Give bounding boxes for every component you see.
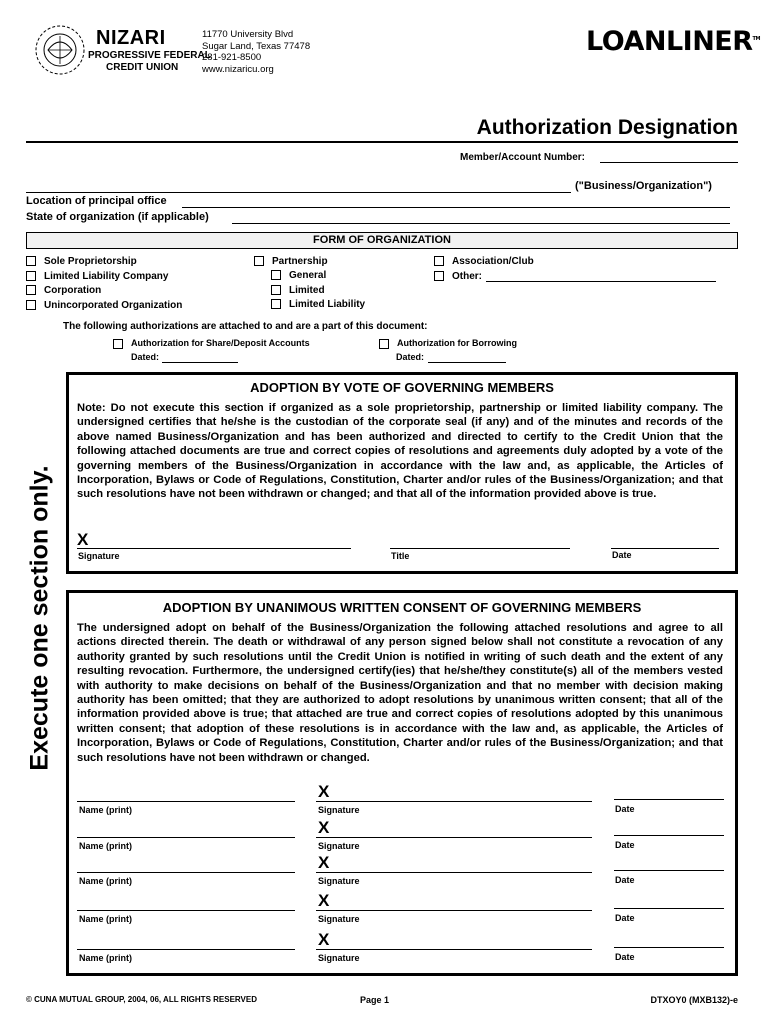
checkbox-partnership[interactable] [254, 256, 328, 267]
checkbox-association-club[interactable] [434, 256, 534, 267]
checkbox-label: Sole Proprietorship [44, 256, 137, 267]
credit-union-subname-1: PROGRESSIVE FEDERAL [88, 50, 211, 61]
footer-page-number: Page 1 [360, 995, 390, 1005]
signature-x-mark: X [318, 930, 330, 949]
checkbox-label: Limited Liability [289, 299, 366, 310]
location-field[interactable] [182, 207, 730, 208]
credit-union-seal-logo [34, 24, 86, 76]
section-1-title-field[interactable] [390, 548, 570, 549]
checkbox-label: Limited Liability Company [44, 271, 169, 282]
loanliner-logo [586, 26, 760, 57]
date-field[interactable] [614, 947, 724, 948]
member-account-label: Member/Account Number: [460, 152, 586, 163]
signature-x-mark: X [318, 891, 330, 910]
name-print-field[interactable] [77, 872, 295, 873]
date-field[interactable] [614, 799, 724, 800]
dated-field-2[interactable] [428, 362, 506, 363]
checkbox-share-deposit[interactable] [113, 338, 310, 349]
signature-field[interactable] [316, 837, 592, 838]
checkbox-box[interactable] [26, 285, 36, 295]
name-print-field[interactable] [77, 910, 295, 911]
credit-union-subname-2: CREDIT UNION [106, 62, 179, 73]
address-line: 281-921-8500 [202, 52, 262, 63]
checkbox-box[interactable] [26, 256, 36, 266]
checkbox-box[interactable] [434, 271, 444, 281]
signature-label: Signature [318, 914, 360, 924]
signature-label: Signature [318, 841, 360, 851]
date-label: Date [615, 840, 635, 850]
checkbox-sole-proprietorship[interactable] [26, 256, 137, 267]
section-1-date-field[interactable] [611, 548, 719, 549]
address-line: 11770 University Blvd [202, 29, 294, 40]
checkbox-box[interactable] [434, 256, 444, 266]
section-1-signature-label: Signature [78, 551, 120, 561]
name-print-label: Name (print) [79, 876, 133, 886]
signature-label: Signature [318, 876, 360, 886]
credit-union-name: NIZARI [96, 27, 166, 49]
loanliner-wordmark: LOANLINER [586, 26, 753, 57]
other-field[interactable] [486, 281, 716, 282]
footer-copyright: © CUNA MUTUAL GROUP, 2004, 06, ALL RIGHTS RESERVED [26, 995, 257, 1004]
checkbox-other[interactable] [434, 271, 482, 282]
address-line: Sugar Land, Texas 77478 [202, 40, 311, 52]
name-print-label: Name (print) [79, 805, 133, 815]
signature-field[interactable] [316, 872, 592, 873]
copyright-text: CUNA MUTUAL GROUP, 2004, 06, ALL RIGHTS RESERVED [34, 995, 257, 1004]
checkbox-box[interactable] [271, 299, 281, 309]
document-title: Authorization Designation [476, 116, 738, 139]
checkbox-label: Authorization for Borrowing [397, 338, 517, 348]
title-rule [26, 141, 738, 143]
signature-x-mark: X [318, 818, 330, 837]
form-of-organization-heading: FORM OF ORGANIZATION [313, 234, 451, 246]
name-print-label: Name (print) [79, 953, 133, 963]
date-field[interactable] [614, 835, 724, 836]
checkbox-label: Partnership [272, 256, 328, 267]
section-vote-of-governing-members [66, 372, 738, 574]
location-label: Location of principal office [26, 195, 167, 207]
signature-x-mark: X [318, 782, 330, 801]
checkbox-box[interactable] [271, 270, 281, 280]
checkbox-box[interactable] [113, 339, 123, 349]
checkbox-limited[interactable] [271, 285, 325, 296]
checkbox-box[interactable] [254, 256, 264, 266]
checkbox-label: Corporation [44, 285, 102, 296]
date-label: Date [615, 804, 635, 814]
form-of-organization-header [26, 232, 738, 249]
checkbox-label: Other: [452, 271, 482, 282]
date-label: Date [615, 875, 635, 885]
checkbox-box[interactable] [26, 271, 36, 281]
checkbox-limited-liability[interactable] [271, 299, 365, 310]
dated-label-1: Dated: [131, 352, 160, 362]
footer-form-code: DTXOY0 (MXB132)-e [650, 995, 738, 1005]
checkbox-label: Authorization for Share/Deposit Accounts [131, 338, 310, 348]
state-label: State of organization (if applicable) [26, 211, 209, 223]
signature-field[interactable] [316, 949, 592, 950]
checkbox-box[interactable] [26, 300, 36, 310]
checkbox-unincorporated[interactable] [26, 300, 182, 311]
section-unanimous-written-consent [66, 590, 738, 976]
dated-field-1[interactable] [162, 362, 238, 363]
section-1-text: Note: Do not execute this section if organized as a sole proprietorship, partnership or limited liability company. The undersigned certifies that he/she is the custodian of the corporate seal (if any) and of the minutes and records of the above named Business/Organization and has been authorized and directed to certify to the Credit Union that the following attached documents are true and correct copies of resolutions and agreements duly adopted by a vote of the governing members of the Business/Organization in accordance with the law and, as applicable, the Articles of Incorporation, Bylaws or Code of Regulations, Constitution, Charter and/or rules of the Business/Organization; and that such resolutions have not been withdrawn or changed; and that all of the information provided above is true. [77, 402, 723, 501]
name-print-field[interactable] [77, 837, 295, 838]
date-label: Date [615, 952, 635, 962]
checkbox-llc[interactable] [26, 271, 168, 282]
trademark-mark: TM [752, 36, 760, 42]
name-print-label: Name (print) [79, 914, 133, 924]
section-1-date-label: Date [612, 550, 632, 560]
checkbox-general[interactable] [271, 270, 326, 281]
section-2-text: The undersigned adopt on behalf of the Business/Organization the following attached resolutions and agree to all actions directed therein. The death or withdrawal of any person signed below shall not constitute a revocation of any authority granted by such resolutions until the Credit Union is notified in writing of such death and the extent of any resulting revocation. Furthermore, the undersigned certify(ies) that he/she/they constitute(s) all of the members vested with authority to make decisions on behalf of the Business/Organization and that no member with decision making authority has been omitted; that they are authorized to adopt resolutions by unanimous written consent; that all of the information provided above is true; that attached are true and correct copies of resolutions adopted by this unanimous written consent; that adoption of these resolutions is in accordance with the law and, as applicable, the Articles of Incorporation, Bylaws or Code of Regulations, Constitution, Charter and/or rules of the Business/Organization; and that such resolutions have not been withdrawn or changed. [77, 622, 723, 764]
signature-x-mark: X [318, 853, 330, 872]
business-organization-label: ("Business/Organization") [575, 180, 712, 192]
signature-field[interactable] [316, 910, 592, 911]
checkbox-label: General [289, 270, 327, 281]
checkbox-label: Unincorporated Organization [44, 300, 183, 311]
business-organization-field[interactable] [26, 192, 571, 193]
credit-union-address [202, 29, 310, 75]
section-2-heading: ADOPTION BY UNANIMOUS WRITTEN CONSENT OF GOVERNING MEMBERS [162, 600, 642, 615]
member-account-field[interactable] [600, 162, 738, 163]
checkbox-label: Association/Club [452, 256, 534, 267]
checkbox-box[interactable] [271, 285, 281, 295]
section-1-x-mark: X [77, 530, 89, 549]
name-print-field[interactable] [77, 801, 295, 802]
name-print-label: Name (print) [79, 841, 133, 851]
address-line: www.nizaricu.org [202, 63, 274, 75]
date-field[interactable] [614, 908, 724, 909]
name-print-field[interactable] [77, 949, 295, 950]
signature-label: Signature [318, 953, 360, 963]
section-1-signature-field[interactable] [77, 548, 351, 549]
date-label: Date [615, 913, 635, 923]
section-1-title-label: Title [391, 551, 410, 561]
signature-label: Signature [318, 805, 360, 815]
checkbox-label: Limited [289, 285, 325, 296]
state-field[interactable] [232, 223, 730, 224]
signature-field[interactable] [316, 801, 592, 802]
date-field[interactable] [614, 870, 724, 871]
execute-one-section-label: Execute one section only. [25, 465, 54, 771]
checkbox-box[interactable] [379, 339, 389, 349]
dated-label-2: Dated: [396, 352, 425, 362]
checkbox-borrowing[interactable] [379, 338, 517, 349]
section-1-heading: ADOPTION BY VOTE OF GOVERNING MEMBERS [250, 380, 554, 395]
checkbox-corporation[interactable] [26, 285, 101, 296]
attachments-intro: The following authorizations are attached to and are a part of this document: [63, 321, 428, 332]
